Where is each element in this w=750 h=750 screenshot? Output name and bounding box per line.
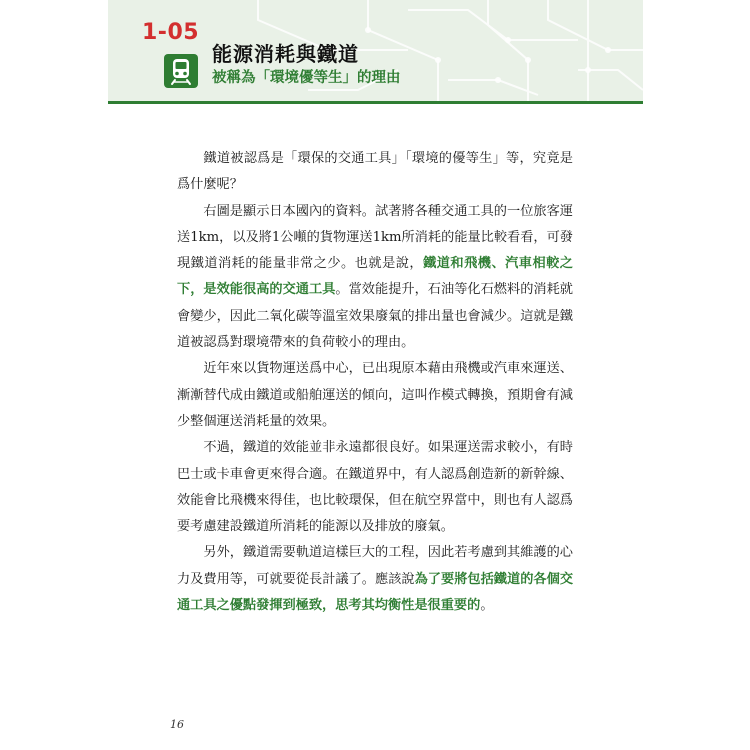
chapter-number: 1-05 (142, 20, 200, 45)
page-title: 能源消耗與鐵道 (212, 42, 359, 66)
paragraph (177, 199, 573, 357)
highlighted-text: 鐵道和飛機、汽車相較之下，是效能很高的交通工具 (177, 256, 573, 298)
train-front-icon (164, 54, 198, 88)
paragraph-text: 。當效能提升，石油等化石燃料的消耗就會變少，因此二氧化碳等溫室效果廢氣的排出量也會減少。這就是鐵道被認爲對環境帶來的負荷較小的理由。 (177, 282, 573, 351)
book-page (108, 0, 643, 750)
paragraph: 鐵道被認爲是「環保的交通工具」「環境的優等生」等，究竟是爲什麼呢？ (177, 151, 573, 193)
article-body (177, 146, 573, 619)
page-subtitle: 被稱為「環境優等生」的理由 (212, 70, 401, 86)
paragraph: 近年來以貨物運送爲中心，已出現原本藉由飛機或汽車來運送、漸漸替代成由鐵道或船舶運送的傾向，這叫作模式轉換，預期會有減少整個運送消耗量的效果。 (177, 361, 573, 429)
paragraph-text: 。 (480, 598, 494, 614)
paragraph-text: 另外，鐵道需要軌道這樣巨大的工程，因此若考慮到其維護的心力及費用等，可就要從長計議了。應該說 (177, 545, 573, 587)
paragraph (177, 540, 573, 619)
chapter-header (108, 0, 643, 104)
highlighted-text: 為了要將包括鐵道的各個交通工具之優點發揮到極致，思考其均衡性是很重要的 (177, 571, 574, 614)
paragraph: 不過，鐵道的效能並非永遠都很良好。如果運送需求較小，有時巴士或卡車會更來得合適。在鐵道界中，有人認爲創造新的新幹線、效能會比飛機來得佳，也比較環保，但在航空界當中，則也有人認爲要考慮建設鐵道所消耗的能源以及排放的廢氣。 (177, 440, 573, 535)
page-number: 16 (170, 718, 184, 731)
paragraph-text: 右圖是顯示日本國內的資料。試著將各種交通工具的一位旅客運送1km，以及將1公噸的貨物運送1km所消耗的能量比較看看，可發現鐵道消耗的能量非常之少。也就是說， (177, 203, 573, 272)
